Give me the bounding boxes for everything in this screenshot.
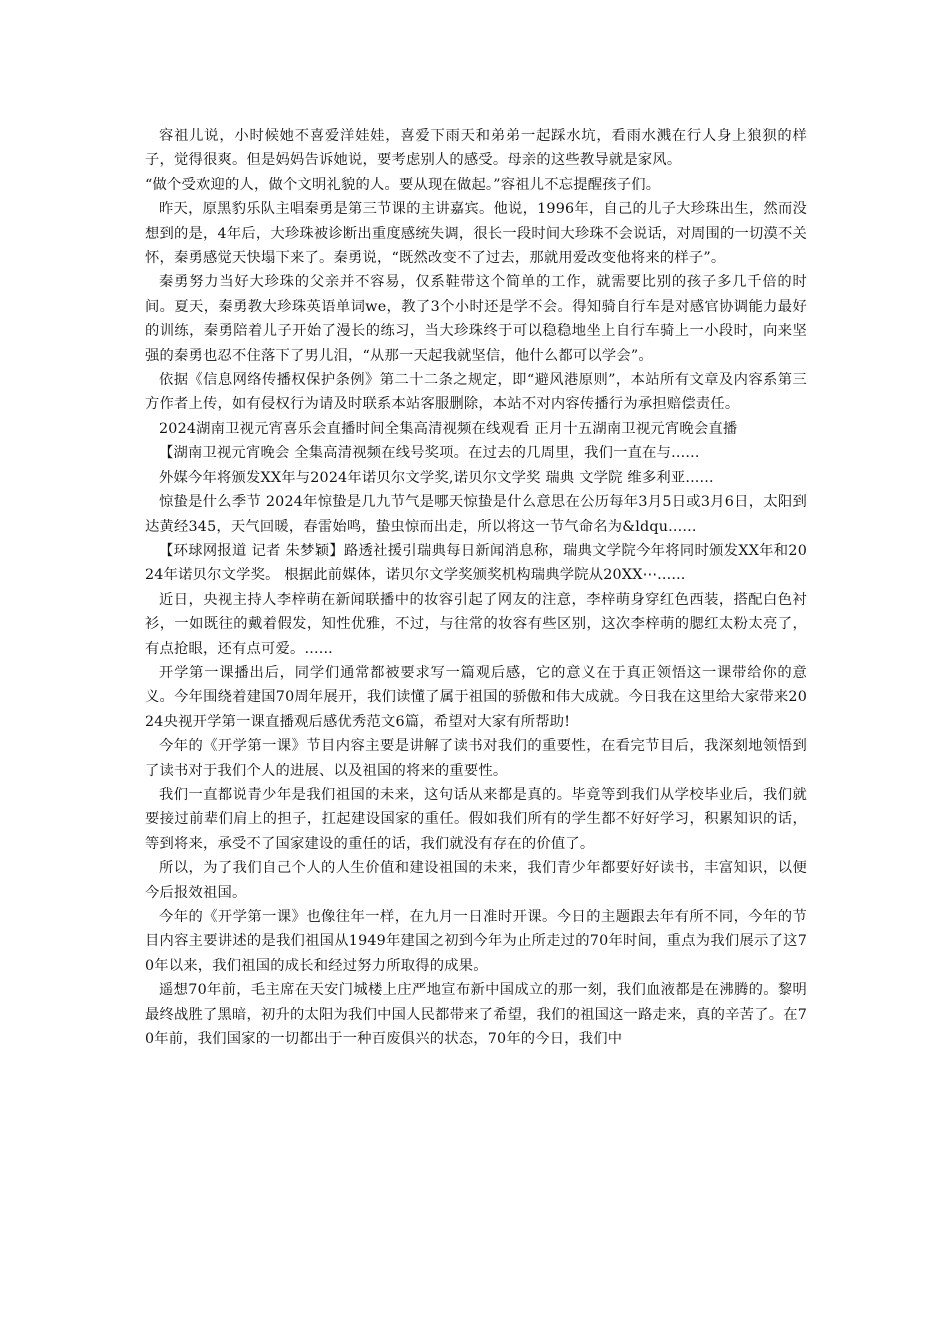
paragraph: 秦勇努力当好大珍珠的父亲并不容易，仅系鞋带这个简单的工作，就需要比别的孩子多几千倍的时间。夏天，秦勇教大珍珠英语单词we，教了3个小时还是学不会。得知骑自行车是对感官协调能力最好的训练，秦勇陪着儿子开始了漫长的练习，当大珍珠终于可以稳稳地坐上自行车骑上一小段时，向来坚强的秦勇也忍不住落下了男儿泪，“从那一天起我就坚信，他什么都可以学会”。	[145, 274, 807, 364]
paragraph: 开学第一课播出后，同学们通常都被要求写一篇观后感，它的意义在于真正领悟这一课带给你的意义。今年围绕着建国70周年展开，我们读懂了属于祖国的骄傲和伟大成就。今日我在这里给大家带来2024央视开学第一课直播观后感优秀范文6篇，希望对大家有所帮助!	[145, 664, 807, 730]
paragraph: 惊蛰是什么季节 2024年惊蛰是几九节气是哪天惊蛰是什么意思在公历每年3月5日或3月6日，太阳到达黄经345，天气回暖，春雷始鸣，蛰虫惊而出走，所以将这一节气命名为&ldqu......	[145, 494, 807, 535]
paragraph: 昨天，原黑豹乐队主唱秦勇是第三节课的主讲嘉宾。他说，1996年，自己的儿子大珍珠出生，然而没想到的是，4年后，大珍珠被诊断出重度感统失调，很长一段时间大珍珠不会说话，对周围的一切漠不关怀，秦勇感觉天快塌下来了。秦勇说，“既然改变不了过去，那就用爱改变他将来的样子”。	[145, 201, 807, 267]
paragraph: 【湖南卫视元宵晚会 全集高清视频在线号奖项。在过去的几周里，我们一直在与......	[159, 445, 700, 462]
document-body	[145, 124, 807, 1051]
paragraph: 【环球网报道 记者 朱梦颖】路透社援引瑞典每日新闻消息称，瑞典文学院今年将同时颁发XX年和2024年诺贝尔文学奖。 根据此前媒体，诺贝尔文学奖颁奖机构瑞典学院从20XX⋯......	[145, 542, 807, 584]
paragraph: “做个受欢迎的人，做个文明礼貌的人。要从现在做起。”容祖儿不忘提醒孩子们。	[145, 176, 661, 193]
paragraph: 2024湖南卫视元宵喜乐会直播时间全集高清视频在线观看 正月十五湖南卫视元宵晚会直播	[159, 420, 738, 437]
paragraph: 我们一直都说青少年是我们祖国的未来，这句话从来都是真的。毕竟等到我们从学校毕业后，我们就要接过前辈们肩上的担子，扛起建设国家的重任。假如我们所有的学生都不好好学习，积累知识的话，等到将来，承受不了国家建设的重任的话，我们就没有存在的价值了。	[145, 786, 807, 852]
paragraph: 遥想70年前，毛主席在天安门城楼上庄严地宣布新中国成立的那一刻，我们血液都是在沸腾的。黎明最终战胜了黑暗，初升的太阳为我们中国人民都带来了希望，我们的祖国这一路走来，真的辛苦了。在70年前，我们国家的一切都出于一种百废俱兴的状态，70年的今日，我们中	[145, 982, 807, 1048]
paragraph: 容祖儿说，小时候她不喜爱洋娃娃，喜爱下雨天和弟弟一起踩水坑，看雨水溅在行人身上狼狈的样子，觉得很爽。但是妈妈告诉她说，要考虑别人的感受。母亲的这些教导就是家风。	[145, 128, 807, 169]
paragraph: 所以，为了我们自己个人的人生价值和建设祖国的未来，我们青少年都要好好读书，丰富知识，以便今后报效祖国。	[145, 860, 807, 901]
paragraph: 今年的《开学第一课》节目内容主要是讲解了读书对我们的重要性，在看完节目后，我深刻地领悟到了读书对于我们个人的进展、以及祖国的将来的重要性。	[145, 738, 807, 779]
paragraph: 今年的《开学第一课》也像往年一样，在九月一日准时开课。今日的主题跟去年有所不同，今年的节目内容主要讲述的是我们祖国从1949年建国之初到今年为止所走过的70年时间，重点为我们展示了这70年以来，我们祖国的成长和经过努力所取得的成果。	[145, 909, 807, 974]
paragraph: 外媒今年将颁发XX年与2024年诺贝尔文学奖,诺贝尔文学奖 瑞典 文学院 维多利亚......	[159, 469, 714, 486]
paragraph: 依据《信息网络传播权保护条例》第二十二条之规定，即“避风港原则”，本站所有文章及内容系第三方作者上传，如有侵权行为请及时联系本站客服删除，本站不对内容传播行为承担赔偿责任。	[145, 372, 807, 413]
paragraph: 近日，央视主持人李梓萌在新闻联播中的妆容引起了网友的注意，李梓萌身穿红色西装，搭配白色衬衫，一如既往的戴着假发，知性优雅，不过，与往常的妆容有些区别，这次李梓萌的腮红太粉太亮了，有点抢眼，还有点可爱。......	[145, 591, 807, 657]
